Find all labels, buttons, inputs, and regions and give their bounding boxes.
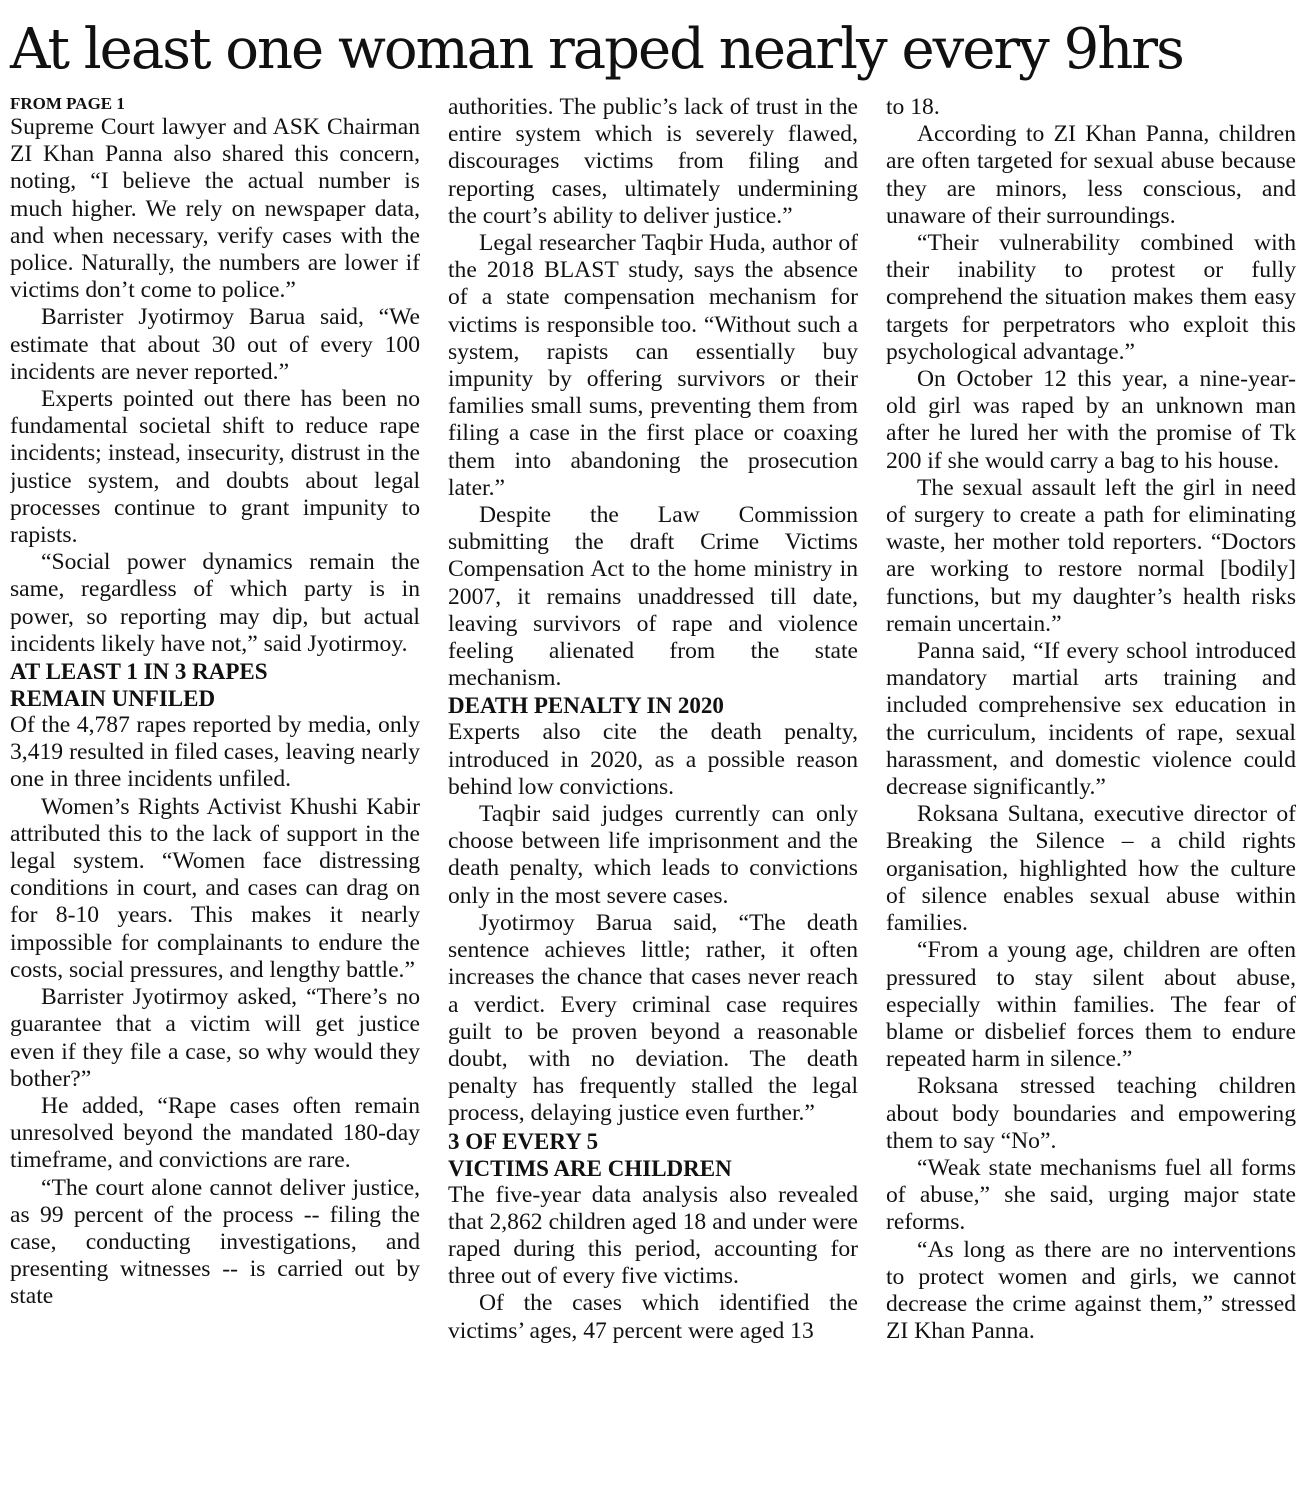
article-paragraph: Panna said, “If every school introduced mandatory martial arts training and included comprehensive sex education in the curriculum, incidents of rape, sexual harassment, and domestic violence could decrease significantly.”: [886, 638, 1296, 801]
article-paragraph: “Social power dynamics remain the same, regardless of which party is in power, so reporting may dip, but actual incidents likely have not,” said Jyotirmoy.: [10, 549, 420, 657]
article-column-3: [886, 94, 1296, 1494]
article-paragraph: Taqbir said judges currently can only choose between life imprisonment and the death penalty, which leads to convictions only in the most severe cases.: [448, 801, 858, 909]
subheading: [448, 1128, 858, 1182]
article-paragraph: “From a young age, children are often pressured to stay silent about abuse, especially within families. The fear of blame or disbelief forces them to endure repeated harm in silence.”: [886, 937, 1296, 1073]
article-paragraph: Roksana stressed teaching children about body boundaries and empowering them to say “No”.: [886, 1073, 1296, 1154]
article-paragraph: to 18.: [886, 94, 940, 120]
article-paragraph: Women’s Rights Activist Khushi Kabir attributed this to the lack of support in the legal system. “Women face distressing conditions in court, and cases can drag on for 8-10 years. This makes it nearly impossible for complainants to endure the costs, social pressures, and lengthy battle.”: [10, 793, 420, 983]
article-paragraph: “The court alone cannot deliver justice, as 99 percent of the process -- filing the case, conducting investigations, and presenting witnesses -- is carried out by state: [10, 1174, 420, 1310]
headline: At least one woman raped nearly every 9hrs: [10, 17, 1183, 82]
article-paragraph: Supreme Court lawyer and ASK Chairman ZI Khan Panna also shared this concern, noting, “I believe the actual number is much higher. We rely on newspaper data, and when necessary, verify cases with the police. Naturally, the numbers are lower if victims don’t come to police.”: [10, 114, 420, 304]
article-paragraph: Jyotirmoy Barua said, “The death sentence achieves little; rather, it often increases the chance that cases never reach a verdict. Every criminal case requires guilt to be proven beyond a reasonable doubt, with no deviation. The death penalty has frequently stalled the legal process, delaying justice even further.”: [448, 909, 858, 1127]
article-paragraph: Barrister Jyotirmoy asked, “There’s no guarantee that a victim will get justice even if they file a case, so why would they bother?”: [10, 984, 420, 1092]
article-column-1: [10, 94, 420, 1494]
article-paragraph: The sexual assault left the girl in need of surgery to create a path for eliminating waste, her mother told reporters. “Doctors are working to restore normal [bodily] functions, but my daughter’s health risks remain uncertain.”: [886, 474, 1296, 637]
subheading-line: REMAIN UNFILED: [10, 686, 216, 712]
article-paragraph: The five-year data analysis also revealed that 2,862 children aged 18 and under were raped during this period, accounting for three out of every five victims.: [448, 1181, 858, 1290]
subheading-line: AT LEAST 1 IN 3 RAPES: [10, 659, 268, 685]
subheading-line: DEATH PENALTY IN 2020: [448, 693, 724, 719]
article-paragraph: Barrister Jyotirmoy Barua said, “We estimate that about 30 out of every 100 incidents are never reported.”: [10, 304, 420, 385]
article-paragraph: He added, “Rape cases often remain unresolved beyond the mandated 180-day timeframe, and convictions are rare.: [10, 1092, 420, 1174]
section-kicker: FROM PAGE 1: [10, 94, 125, 113]
article-paragraph: “Weak state mechanisms fuel all forms of abuse,” she said, urging major state reforms.: [886, 1154, 1296, 1236]
article-column-2: [448, 94, 858, 1494]
article-paragraph: Experts pointed out there has been no fundamental societal shift to reduce rape incidents; instead, insecurity, distrust in the justice system, and doubts about legal processes continue to grant impunity to rapists.: [10, 386, 420, 549]
article-paragraph: Despite the Law Commission submitting the draft Crime Victims Compensation Act to the home ministry in 2007, it remains unaddressed till date, leaving survivors of rape and violence feeling alienated from the state mechanism.: [448, 502, 858, 692]
article-paragraph: Legal researcher Taqbir Huda, author of the 2018 BLAST study, says the absence of a state compensation mechanism for victims is responsible too. “Without such a system, rapists can essentially buy impunity by offering survivors or their families small sums, preventing them from filing a case in the first place or coaxing them into abandoning the prosecution later.”: [448, 230, 858, 501]
article-paragraph: Of the 4,787 rapes reported by media, only 3,419 resulted in filed cases, leaving nearly one in three incidents unfiled.: [10, 712, 420, 793]
article-paragraph: Roksana Sultana, executive director of Breaking the Silence – a child rights organisation, highlighted how the culture of silence enables sexual abuse within families.: [886, 801, 1296, 937]
subheading: [448, 692, 858, 719]
subheading-line: 3 OF EVERY 5: [448, 1128, 599, 1154]
article-paragraph: On October 12 this year, a nine-year-old girl was raped by an unknown man after he lured her with the promise of Tk 200 if she would carry a bag to his house.: [886, 366, 1296, 474]
subheading: [10, 658, 420, 712]
subheading-line: VICTIMS ARE CHILDREN: [448, 1155, 732, 1181]
article-paragraph: “As long as there are no interventions to protect women and girls, we cannot decrease the crime against them,” stressed ZI Khan Panna.: [886, 1236, 1296, 1345]
article-paragraph: According to ZI Khan Panna, children are often targeted for sexual abuse because they are minors, less conscious, and unaware of their surroundings.: [886, 121, 1296, 229]
article-paragraph: Of the cases which identified the victims’ ages, 47 percent were aged 13: [448, 1290, 858, 1344]
article-paragraph: authorities. The public’s lack of trust in the entire system which is severely flawed, discourages victims from filing and reporting cases, ultimately undermining the court’s ability to deliver justice.”: [448, 94, 858, 229]
article-paragraph: “Their vulnerability combined with their inability to protest or fully comprehend the situation makes them easy targets for perpetrators who exploit this psychological advantage.”: [886, 230, 1296, 365]
article-paragraph: Experts also cite the death penalty, introduced in 2020, as a possible reason behind low convictions.: [448, 719, 858, 800]
